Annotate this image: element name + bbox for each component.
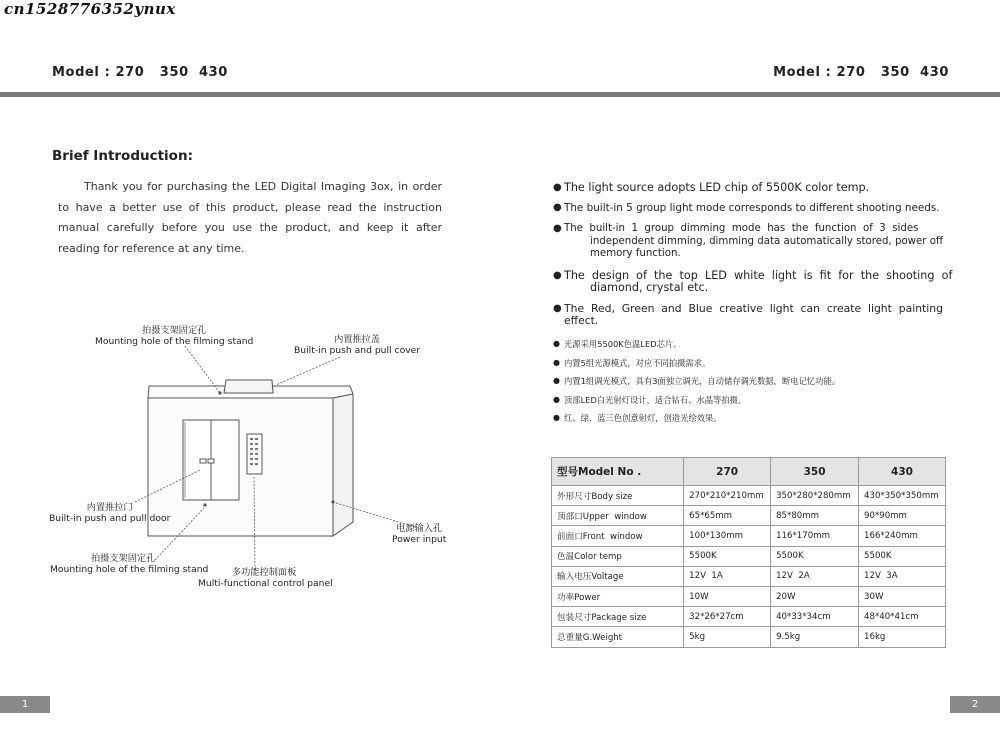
- label-cover-en: Built-in push and pull cover: [294, 345, 421, 356]
- label-door-zh: 内置推拉门: [86, 502, 133, 513]
- table-row: [552, 607, 946, 627]
- table-cell: 32*26*27cm: [684, 607, 771, 627]
- label-door-en: Built-in push and pull door: [49, 513, 171, 524]
- table-cell: 12V 2A: [771, 566, 859, 586]
- feature-item: [553, 182, 943, 195]
- feature-item: [553, 202, 943, 215]
- feature-text: The design of the top LED white light is fit for the shooting of: [564, 268, 953, 282]
- table-row: [552, 506, 946, 526]
- table-cell: 5500K: [859, 546, 946, 566]
- box-side-face: [333, 394, 353, 536]
- feature-text: The light source adopts LED chip of 5500K color temp.: [564, 181, 870, 194]
- table-row: [552, 526, 946, 546]
- table-header-row: [552, 458, 946, 486]
- label-power: [392, 523, 446, 545]
- bullet-icon: ●: [553, 182, 562, 193]
- table-cell: 12V 1A: [684, 566, 771, 586]
- mounting-hole-bottom: [203, 503, 206, 506]
- header-rule: [0, 92, 1000, 97]
- label-power-en: Power input: [392, 534, 447, 545]
- table-cell: 430*350*350mm: [859, 486, 946, 506]
- table-cell: 20W: [771, 586, 859, 606]
- model-header-left: Model : 270 350 430: [52, 65, 228, 80]
- table-cell: 12V 3A: [859, 566, 946, 586]
- feature-item: [553, 268, 953, 295]
- model-header-right: Model : 270 350 430: [773, 65, 949, 80]
- label-panel: [198, 567, 333, 589]
- table-row: [552, 586, 946, 606]
- header-cell: 350: [771, 458, 859, 486]
- header-cell: 270: [684, 458, 771, 486]
- feature-zh-item: [553, 409, 840, 428]
- bullet-icon: ●: [553, 339, 560, 348]
- label-door: [49, 502, 170, 524]
- table-cell: 输入电压Voltage: [552, 566, 684, 586]
- feature-item: [553, 223, 943, 261]
- feature-list-en: [553, 181, 953, 328]
- feature-text-cont: diamond, crystal etc.: [590, 281, 709, 294]
- table-cell: 5500K: [771, 546, 859, 566]
- feature-zh-text: 光源采用5500K色温LED芯片。: [564, 339, 682, 349]
- bullet-icon: ●: [553, 357, 560, 367]
- spec-table: [551, 457, 946, 648]
- label-cover: [294, 334, 420, 356]
- table-cell: 85*80mm: [771, 506, 859, 526]
- table-cell: 116*170mm: [771, 526, 859, 546]
- table-cell: 5500K: [684, 546, 771, 566]
- label-mount-bottom-en: Mounting hole of the filming stand: [50, 564, 209, 575]
- table-cell: 30W: [859, 586, 946, 606]
- feature-text-cont: independent dimming, dimming data automatically stored, power off memory function.: [590, 235, 943, 259]
- watermark: cn1528776352ynux: [4, 0, 176, 18]
- table-cell: 包装尺寸Package size: [552, 607, 684, 627]
- table-cell: 5kg: [684, 627, 771, 647]
- table-row: [552, 486, 946, 506]
- table-cell: 90*90mm: [859, 506, 946, 526]
- intro-heading: Brief Introduction:: [52, 148, 193, 164]
- feature-zh-text: 内置5组光源模式，对应不同拍摄需求。: [564, 357, 711, 368]
- table-cell: 总重量G.Weight: [552, 627, 684, 647]
- label-panel-zh: 多功能控制面板: [232, 567, 297, 578]
- table-cell: 色温Color temp: [552, 546, 684, 566]
- table-cell: 270*210*210mm: [684, 486, 771, 506]
- bullet-icon: ●: [553, 413, 560, 423]
- box-front-face: [148, 398, 333, 536]
- bullet-icon: ●: [553, 394, 560, 404]
- feature-zh-text: 红、绿、蓝三色创意射灯，创造光绘效果。: [564, 413, 722, 424]
- feature-list-zh: [553, 335, 840, 428]
- page-number-right: 2: [950, 696, 1000, 713]
- table-cell: 16kg: [859, 627, 946, 647]
- feature-text: The built-in 1 group dimming mode has the function of 3 sides: [564, 223, 919, 234]
- feature-zh-text: 内置1组调光模式，具有3面独立调光，自动储存调光数据，断电记忆功能。: [564, 376, 841, 387]
- bullet-icon: ●: [553, 376, 560, 386]
- feature-zh-text: 顶部LED白光射灯设计，适合钻石、水晶等拍摄。: [564, 394, 747, 405]
- table-cell: 9.5kg: [771, 627, 859, 647]
- label-panel-en: Multi-functional control panel: [198, 578, 333, 589]
- table-cell: 前面口Front window: [552, 526, 684, 546]
- table-row: [552, 566, 946, 586]
- table-cell: 顶部口Upper window: [552, 506, 684, 526]
- top-window: [224, 380, 273, 393]
- label-mount-top: [95, 325, 253, 347]
- imaging-box-drawing: [40, 322, 480, 592]
- table-cell: 10W: [684, 586, 771, 606]
- feature-item: [553, 303, 943, 328]
- feature-zh-item: [553, 335, 840, 354]
- feature-zh-item: [553, 372, 840, 391]
- feature-zh-item: [553, 354, 840, 373]
- header-cell: 型号Model No .: [552, 458, 684, 486]
- label-power-zh: 电源输入孔: [396, 523, 443, 534]
- table-cell: 48*40*41cm: [859, 607, 946, 627]
- label-mount-top-zh: 拍摄支架固定孔: [142, 325, 207, 336]
- table-cell: 350*280*280mm: [771, 486, 859, 506]
- table-cell: 40*33*34cm: [771, 607, 859, 627]
- bullet-icon: ●: [553, 201, 562, 213]
- bullet-icon: ●: [553, 269, 562, 281]
- feature-text: The Red, Green and Blue creative light can create light painting effect.: [564, 301, 943, 327]
- label-mount-bottom: [50, 553, 208, 575]
- product-diagram: [40, 322, 480, 592]
- table-cell: 65*65mm: [684, 506, 771, 526]
- page-number-left: 1: [0, 696, 50, 713]
- table-row: [552, 627, 946, 647]
- table-cell: 166*240mm: [859, 526, 946, 546]
- table-row: [552, 546, 946, 566]
- intro-paragraph: Thank you for purchasing the LED Digital Imaging 3ox, in order to have a better use of this product, please read the instruction manual carefully before you use the product, and keep it after reading for reference at any time.: [58, 180, 442, 255]
- header-cell: 430: [859, 458, 946, 486]
- bullet-icon: ●: [553, 302, 562, 314]
- label-cover-zh: 内置推拉盖: [334, 334, 380, 345]
- feature-text: The built-in 5 group light mode corresponds to different shooting needs.: [564, 201, 940, 214]
- table-cell: 100*130mm: [684, 526, 771, 546]
- label-mount-top-en: Mounting hole of the filming stand: [95, 336, 254, 347]
- control-panel: [247, 434, 262, 474]
- table-cell: 功率Power: [552, 586, 684, 606]
- label-mount-bottom-zh: 拍摄支架固定孔: [91, 553, 156, 564]
- feature-zh-item: [553, 391, 840, 410]
- table-cell: 外形尺寸Body size: [552, 486, 684, 506]
- bullet-icon: ●: [553, 223, 562, 234]
